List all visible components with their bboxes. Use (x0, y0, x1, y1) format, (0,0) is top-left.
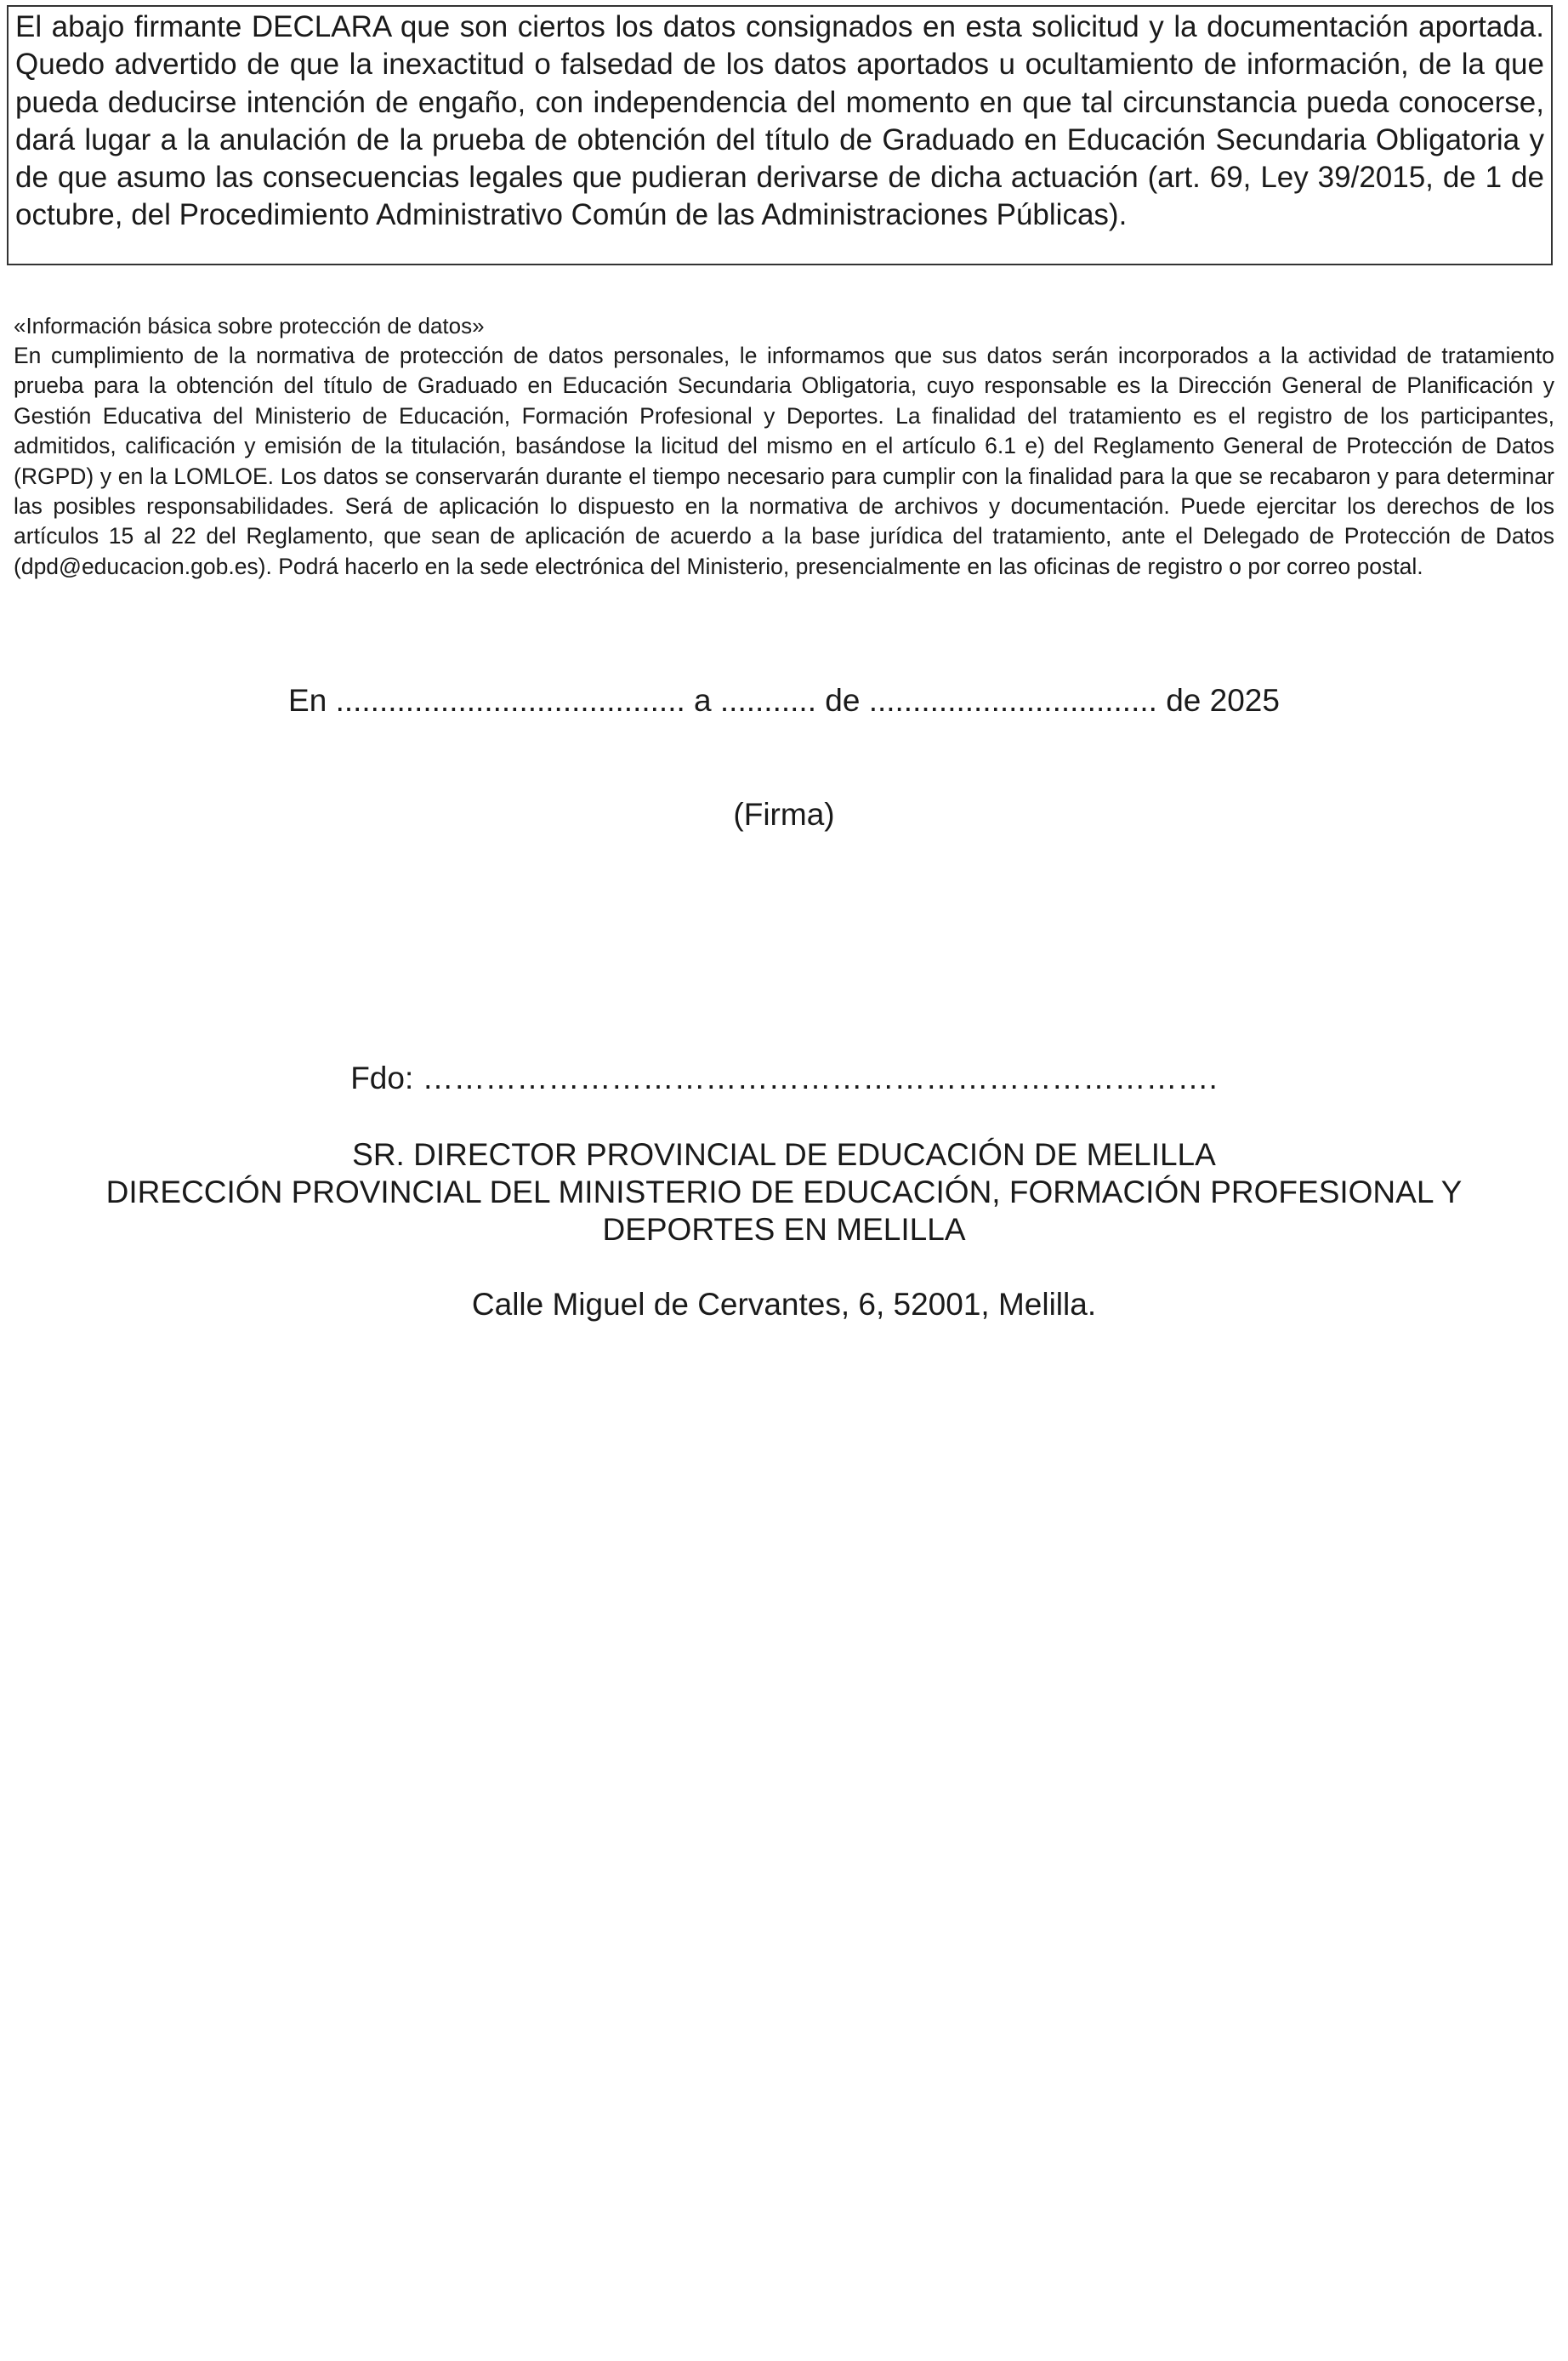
data-protection-heading: «Información básica sobre protección de datos» (14, 313, 485, 339)
postal-address: Calle Miguel de Cervantes, 6, 52001, Melilla. (471, 1287, 1097, 1322)
data-protection-section (14, 311, 1554, 582)
addressee-office-line-1: DIRECCIÓN PROVINCIAL DEL MINISTERIO DE EDUCACIÓN, FORMACIÓN PROFESIONAL Y (105, 1175, 1463, 1209)
place-date-line: En ........................................ a ........... de ................................. de 2025 (288, 683, 1280, 718)
signed-by-line: Fdo: …………………………………………………………………. (350, 1061, 1218, 1095)
addressee-block (0, 1136, 1568, 1249)
declaration-box: El abajo firmante DECLARA que son ciertos los datos consignados en esta solicitud y la documentación aportada. Quedo advertido de que la inexactitud o falsedad de los datos aportados u ocultamiento de información, de la que pueda deducirse intención de engaño, con independencia del momento en que tal circunstancia pueda conocerse, dará lugar a la anulación de la prueba de obtención del título de Graduado en Educación Secundaria Obligatoria y de que asumo las consecuencias legales que pudieran derivarse de dicha actuación (art. 69, Ley 39/2015, de 1 de octubre, del Procedimiento Administrativo Común de las Administraciones Públicas). (7, 5, 1553, 265)
addressee-title: SR. DIRECTOR PROVINCIAL DE EDUCACIÓN DE MELILLA (352, 1137, 1216, 1172)
signature-label: (Firma) (733, 797, 835, 832)
addressee-office-line-2: DEPORTES EN MELILLA (602, 1212, 966, 1247)
data-protection-body: En cumplimiento de la normativa de protección de datos personales, le informamos que sus datos serán incorporados a la actividad de tratamiento prueba para la obtención del título de Graduado en Educación Secundaria Obligatoria, cuyo responsable es la Dirección General de Planificación y Gestión Educativa del Ministerio de Educación, Formación Profesional y Deportes. La finalidad del tratamiento es el registro de los participantes, admitidos, calificación y emisión de la titulación, basándose la licitud del mismo en el artículo 6.1 e) del Reglamento General de Protección de Datos (RGPD) y en la LOMLOE. Los datos se conservarán durante el tiempo necesario para cumplir con la finalidad para la que se recabaron y para determinar las posibles responsabilidades. Será de aplicación lo dispuesto en la normativa de archivos y documentación. Puede ejercitar los derechos de los artículos 15 al 22 del Reglamento, que sean de aplicación de acuerdo a la base jurídica del tratamiento, ante el Delegado de Protección de Datos (dpd@educacion.gob.es). Podrá hacerlo en la sede electrónica del Ministerio, presencialmente en las oficinas de registro o por correo postal. (14, 343, 1554, 579)
